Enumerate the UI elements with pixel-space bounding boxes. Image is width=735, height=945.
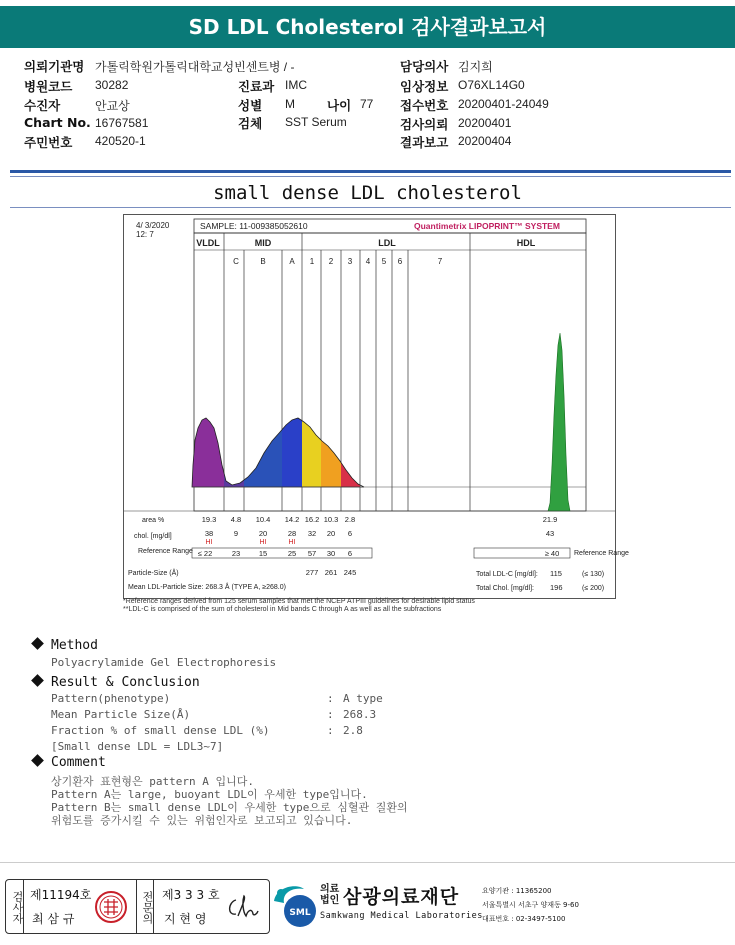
total-chol-label: Total Chol. [mg/dl]: (476, 585, 534, 592)
right-reference-label: Reference Range (574, 550, 629, 557)
report-date-label: 결과보고 (400, 135, 449, 150)
age-value: 77 (360, 97, 374, 111)
specialist-signature-icon (224, 892, 262, 922)
institution-value: 가톨릭학원가톨릭대학교성빈센트병 / - (95, 60, 295, 74)
receipt-value: 20200401-24049 (458, 97, 549, 111)
report-title: small dense LDL cholesterol (213, 182, 522, 204)
org-address: 서울특별시 서초구 양재동 9-60 (482, 901, 579, 909)
chart-no-label: Chart No. (24, 115, 91, 130)
band-labels (233, 257, 443, 266)
ref-3: 6 (347, 549, 353, 558)
bullet-diamond-icon (31, 637, 44, 650)
ref-c: 23 (231, 549, 241, 558)
result-row-value: A type (343, 692, 383, 705)
ref-box-ldl (192, 548, 372, 558)
org-prefix-top: 의료 (320, 884, 340, 895)
reference-label: Reference Range (138, 548, 193, 555)
resident-no-value: 420520-1 (95, 134, 146, 148)
chol-hdl: 43 (545, 529, 555, 538)
request-value: 20200401 (458, 116, 512, 130)
band-label-4: 4 (365, 257, 371, 266)
total-chol-value: 196 (550, 583, 563, 592)
receipt-label: 접수번호 (400, 98, 449, 113)
brand-text: Quantimetrix LIPOPRINT™ SYSTEM (414, 221, 560, 231)
sex-value: M (285, 97, 295, 111)
chol-b: 20 (258, 529, 268, 538)
particle-size-2: 261 (324, 568, 338, 577)
examiner-label: 검사자 (6, 880, 24, 933)
specialist-number: 제3 3 3 호 (162, 888, 220, 902)
divider-thin (10, 176, 731, 177)
signature-box (5, 879, 270, 934)
result-row-colon: : (327, 708, 334, 721)
total-chol-ref: (≤ 200) (582, 585, 605, 592)
patient-label: 수진자 (24, 98, 61, 113)
age-label: 나이 (327, 98, 352, 113)
lipoprint-svg (124, 215, 629, 598)
band-label-7: 7 (437, 257, 443, 266)
band-label-c: C (233, 257, 239, 266)
comment-line: Pattern A는 large, buoyant LDL이 우세한 type입니다. (51, 788, 368, 801)
comment-line: 위험도를 증가시킬 수 있는 위험인자로 보고되고 있습니다. (51, 814, 353, 827)
particle-size-3: 245 (343, 568, 357, 577)
sml-logo-icon (270, 881, 316, 929)
title-divider (10, 207, 731, 208)
band-label-1: 1 (309, 257, 315, 266)
bullet-diamond-icon (31, 754, 44, 767)
result-row-colon: : (327, 724, 334, 737)
examiner-number: 제11194호 (30, 888, 92, 902)
method-heading (33, 638, 98, 653)
org-name: 삼광의료재단 (343, 886, 460, 908)
band-label-5: 5 (381, 257, 387, 266)
hi-flag-vldl: HI (205, 539, 213, 546)
ref-2: 30 (326, 549, 336, 558)
logo-text: SML (289, 908, 311, 918)
result-row-colon: : (327, 692, 334, 705)
patient-value: 안교상 (95, 99, 130, 113)
mean-size-label: Mean LDL-Particle Size: 268.3 Å (TYPE A, ≥268.0) (128, 584, 286, 591)
ref-hdl: ≥ 40 (544, 549, 560, 558)
org-english-name: Samkwang Medical Laboratories (320, 911, 483, 921)
chol-c: 9 (233, 529, 239, 538)
electrophoresis-peaks (192, 418, 586, 487)
result-row-label: Mean Particle Size(Å) (51, 708, 191, 721)
ref-a: 25 (287, 549, 297, 558)
footnote-2: **LDL-C is comprised of the sum of cholesterol in Mid bands C through A as well as all the subfractions (123, 606, 442, 613)
method-text: Polyacrylamide Gel Electrophoresis (51, 656, 277, 669)
ref-vldl: ≤ 22 (197, 549, 213, 558)
hi-flag-b: HI (259, 539, 267, 546)
chol-vldl: 38 (204, 529, 214, 538)
result-row-label: Fraction % of small dense LDL (%) (51, 724, 270, 737)
total-ldl-value: 115 (550, 569, 562, 578)
footnote-1: *Reference ranges derived from 125 serum samples that met the NCEP ATPIII guidelines for desirable lipid status (123, 598, 475, 605)
resident-no-label: 주민번호 (24, 135, 73, 150)
footer-divider (0, 862, 735, 863)
band-label-b: B (260, 257, 266, 266)
area-vldl: 19.3 (201, 515, 217, 524)
band-label-3: 3 (347, 257, 353, 266)
chol-a: 28 (287, 529, 297, 538)
chart-time: 12: 7 (136, 230, 154, 239)
region-ldl: LDL (378, 238, 396, 248)
area-a: 14.2 (284, 515, 300, 524)
department-label: 진료과 (238, 79, 275, 94)
result-row-value: 268.3 (343, 708, 377, 721)
plot-frame (194, 233, 586, 511)
report-date-value: 20200404 (458, 134, 512, 148)
hospital-code-label: 병원코드 (24, 79, 73, 94)
examiner-name: 최 삼 규 (32, 912, 75, 926)
table-values (192, 515, 570, 577)
doctor-label: 담당의사 (400, 59, 449, 74)
department-value: IMC (285, 78, 307, 92)
region-hdl: HDL (516, 238, 536, 248)
chol-3: 6 (347, 529, 353, 538)
bullet-diamond-icon (31, 674, 44, 687)
comment-line: Pattern B는 small dense LDL이 우세한 type으로 심혈관 질환의 (51, 801, 408, 814)
chol-2: 20 (326, 529, 336, 538)
method-title: Method (51, 638, 98, 653)
area-hdl: 21.9 (542, 515, 558, 524)
chart-date: 4/ 3/2020 (136, 221, 170, 230)
lipoprint-chart (123, 214, 629, 599)
org-code: 요양기관 : 11365200 (482, 887, 552, 895)
area-1: 16.2 (304, 515, 320, 524)
area-b: 10.4 (255, 515, 271, 524)
doctor-value: 김지희 (458, 60, 493, 74)
region-vldl: VLDL (196, 238, 220, 248)
examiner-seal-icon (94, 890, 128, 924)
org-prefix-bottom: 법인 (320, 895, 340, 906)
chart-no-value: 16767581 (95, 116, 149, 130)
divider-thick (10, 170, 731, 173)
comment-heading (33, 755, 106, 770)
result-title: Result & Conclusion (51, 675, 200, 690)
specialist-label: 전문의 (136, 880, 154, 933)
sex-label: 성별 (238, 98, 263, 113)
result-heading (33, 675, 200, 690)
chol-label: chol. [mg/dl] (134, 533, 172, 540)
institution-label: 의뢰기관명 (24, 59, 85, 74)
comment-line: 상기환자 표현형은 pattern A 입니다. (51, 775, 254, 788)
clinical-value: O76XL14G0 (458, 78, 525, 92)
org-phone: 대표번호 : 02-3497-5100 (482, 915, 566, 923)
chol-1: 32 (307, 529, 317, 538)
particle-size-1: 277 (305, 568, 319, 577)
ref-b: 15 (258, 549, 268, 558)
result-row-value: 2.8 (343, 724, 363, 737)
comment-title: Comment (51, 755, 106, 770)
area-label: area % (142, 517, 165, 524)
area-3: 2.8 (344, 515, 356, 524)
hi-flag-a: HI (288, 539, 296, 546)
area-2: 10.3 (323, 515, 339, 524)
band-label-6: 6 (397, 257, 403, 266)
org-prefix (320, 884, 339, 906)
result-note: [Small dense LDL = LDL3~7] (51, 740, 224, 753)
total-ldl-ref: (≤ 130) (582, 571, 605, 578)
clinical-label: 임상정보 (400, 79, 449, 94)
result-row-label: Pattern(phenotype) (51, 692, 171, 705)
specimen-label: 검체 (238, 116, 263, 131)
sample-text: SAMPLE: 11-009385052610 (200, 221, 308, 231)
request-label: 검사의뢰 (400, 117, 449, 132)
hospital-code-value: 30282 (95, 78, 129, 92)
hdl-peak (548, 333, 570, 511)
band-label-a: A (289, 257, 295, 266)
ref-1: 57 (307, 549, 317, 558)
total-ldl-label: Total LDL-C [mg/dl]: (476, 571, 538, 578)
area-c: 4.8 (230, 515, 242, 524)
band-label-2: 2 (328, 257, 334, 266)
specimen-value: SST Serum (285, 115, 347, 129)
specialist-name: 지 현 영 (164, 912, 207, 926)
report-header: SD LDL Cholesterol 검사결과보고서 (0, 6, 735, 48)
particle-label: Particle-Size (Å) (128, 570, 179, 577)
region-mid: MID (254, 238, 272, 248)
